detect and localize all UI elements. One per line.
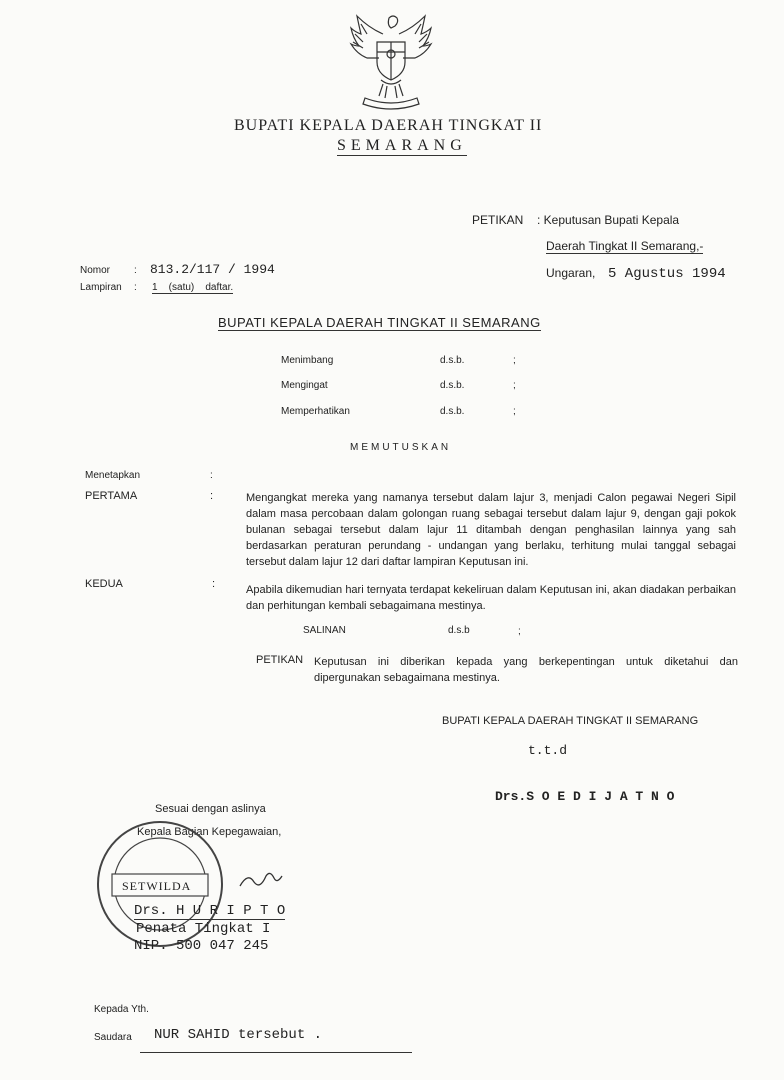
garuda-emblem: [343, 12, 439, 112]
signature-icon: [236, 866, 286, 896]
consideration-value-2: d.s.b.: [440, 380, 465, 391]
consideration-end-1: ;: [513, 355, 516, 366]
place-date-prefix: Ungaran,: [546, 266, 596, 280]
salinan-end: ;: [518, 626, 521, 637]
menetapkan-sep: :: [210, 470, 213, 481]
signature-ttd: t.t.d: [528, 743, 568, 758]
nomor-value: 813.2/117 / 1994: [150, 262, 275, 277]
cert-name: Drs. H U R I P T O: [134, 903, 286, 919]
signature-office: BUPATI KEPALA DAERAH TINGKAT II SEMARANG: [442, 715, 699, 727]
handwritten-date: 5 Agustus 1994: [608, 266, 726, 282]
consideration-value-1: d.s.b.: [440, 355, 465, 366]
garuda-icon: [343, 12, 439, 112]
petikan-line1: : Keputusan Bupati Kepala: [537, 213, 680, 227]
petikan-label-bottom: PETIKAN: [256, 654, 304, 666]
lampiran-value: 1 (satu) daftar.: [152, 282, 234, 293]
recipient-underline: [140, 1052, 412, 1053]
salinan-label: SALINAN: [303, 625, 346, 636]
consideration-label-2: Mengingat: [281, 380, 328, 391]
salinan-value: d.s.b: [448, 625, 470, 636]
header-subtitle: SEMARANG: [337, 137, 467, 154]
cert-line2: Kepala Bagian Kepegawaian,: [137, 826, 282, 838]
cert-nip: NIP. 500 047 245: [134, 938, 269, 954]
kedua-text: Apabila dikemudian hari ternyata terdapat kekeliruan dalam Keputusan ini, akan diadakan perbaikan dan perhitungan kembali sebagaimana mestinya.: [246, 584, 736, 612]
lampiran-sep: :: [134, 282, 137, 293]
nomor-sep: :: [134, 265, 137, 276]
petikan-label-top: PETIKAN: [472, 213, 524, 227]
kedua-label: KEDUA: [85, 578, 123, 590]
kedua-sep: :: [212, 578, 216, 590]
memutuskan-heading: MEMUTUSKAN: [350, 442, 452, 453]
menetapkan-label: Menetapkan: [85, 470, 141, 481]
recipient-kepada: Kepada Yth.: [94, 1004, 149, 1015]
main-heading: BUPATI KEPALA DAERAH TINGKAT II SEMARANG: [218, 315, 541, 330]
consideration-end-2: ;: [513, 380, 516, 391]
stamp-text: SETWILDA: [122, 879, 192, 893]
cert-rank: Penata Tingkat I: [136, 921, 271, 937]
petikan-line2: Daerah Tingkat II Semarang,-: [546, 239, 704, 253]
consideration-end-3: ;: [513, 406, 516, 417]
recipient-name: NUR SAHID tersebut .: [154, 1027, 323, 1043]
cert-line1: Sesuai dengan aslinya: [155, 803, 266, 815]
initial-scribble: [236, 866, 286, 896]
consideration-label-3: Memperhatikan: [281, 406, 350, 417]
consideration-label-1: Menimbang: [281, 355, 334, 366]
consideration-value-3: d.s.b.: [440, 406, 465, 417]
recipient-saudara: Saudara: [94, 1032, 132, 1043]
header-title: BUPATI KEPALA DAERAH TINGKAT II: [234, 117, 543, 134]
lampiran-label: Lampiran: [80, 282, 122, 293]
nomor-label: Nomor: [80, 265, 111, 276]
signature-name: Drs.S O E D I J A T N O: [495, 789, 675, 804]
pertama-text: Mengangkat mereka yang namanya tersebut dalam lajur 3, menjadi Calon pegawai Negeri Sipil dalam masa percobaan dalam golongan ruang sebagai tersebut dalam lajur 9, dengan gaji pokok bulanan sebagai tersebut dalam lajur 11 ditambah dengan penghasilan lainnya yang sah berdasarkan peraturan perundang - undangan yang berlaku, terhitung mulai tanggal sebagai tersebut dalam lajur 12 dari daftar lampiran Keputusan ini.: [246, 492, 736, 568]
pertama-sep: :: [210, 490, 214, 502]
petikan-bottom-text: Keputusan ini diberikan kepada yang berkepentingan untuk diketahui dan dipergunakan sebagaimana mestinya.: [314, 656, 738, 684]
pertama-label: PERTAMA: [85, 490, 138, 502]
